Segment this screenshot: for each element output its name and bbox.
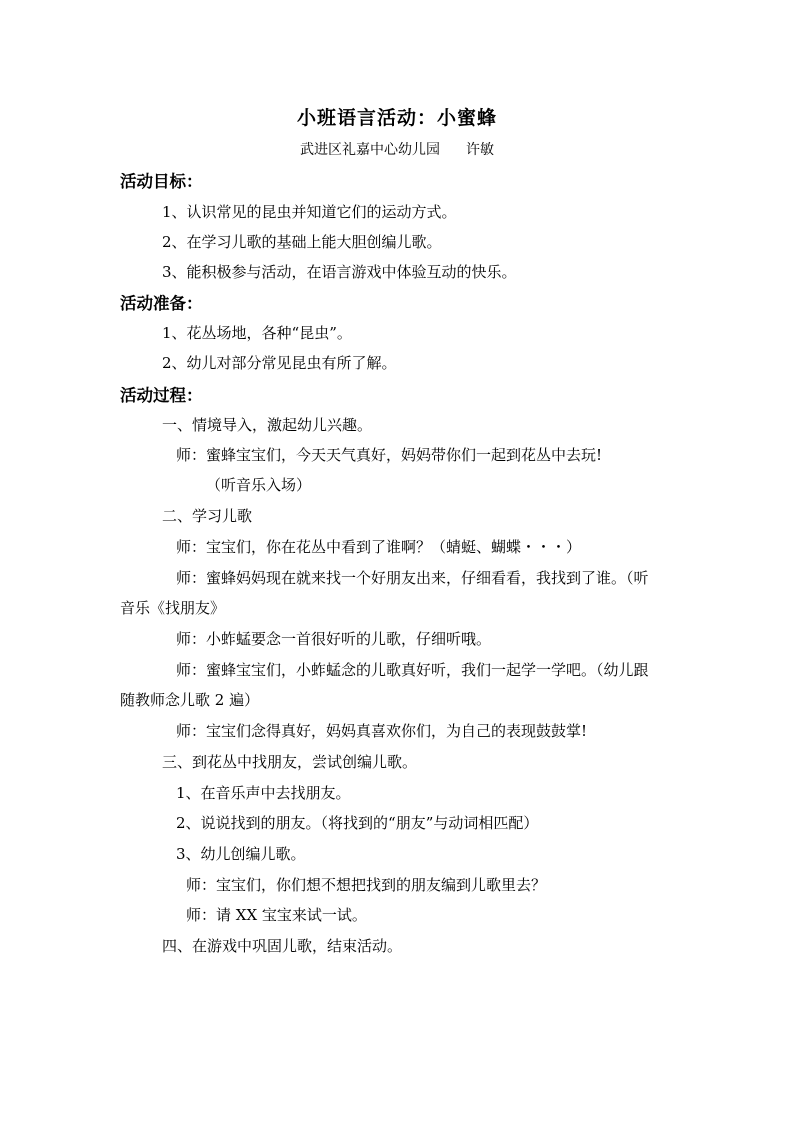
process-line: 音乐《找朋友》 bbox=[120, 599, 226, 617]
prep-heading: 活动准备： bbox=[120, 294, 203, 313]
prep-item: 2、幼儿对部分常见昆虫有所了解。 bbox=[162, 354, 397, 372]
process-line: 师：蜜蜂妈妈现在就来找一个好朋友出来，仔细看看，我找到了谁。（听 bbox=[176, 569, 649, 587]
process-line: （听音乐入场） bbox=[206, 476, 312, 494]
process-step: 三、到花丛中找朋友，尝试创编儿歌。 bbox=[162, 753, 418, 771]
process-step: 一、情境导入，激起幼儿兴趣。 bbox=[162, 416, 373, 434]
page-title: 小班语言活动：小蜜蜂 bbox=[296, 107, 497, 129]
process-line: 师：宝宝们，你在花丛中看到了谁啊？（蜻蜓、蝴蝶・・・） bbox=[176, 538, 582, 556]
prep-item: 1、花丛场地，各种“昆虫”。 bbox=[162, 324, 352, 342]
author-org: 武进区礼嘉中心幼儿园 bbox=[300, 142, 440, 158]
process-heading: 活动过程： bbox=[120, 386, 203, 405]
process-line: 师：请 XX 宝宝来试一试。 bbox=[186, 906, 367, 924]
process-line: 师：宝宝们念得真好，妈妈真喜欢你们，为自己的表现鼓鼓掌! bbox=[176, 722, 588, 740]
process-line: 师：宝宝们，你们想不想把找到的朋友编到儿歌里去？ bbox=[186, 876, 547, 894]
process-line: 随教师念儿歌 2 遍） bbox=[120, 691, 260, 709]
process-step: 二、学习儿歌 bbox=[162, 507, 253, 525]
goals-heading: 活动目标： bbox=[120, 172, 203, 191]
author-line bbox=[0, 139, 794, 159]
process-line: 1、在音乐声中去找朋友。 bbox=[176, 784, 351, 802]
process-line: 师：小蚱蜢要念一首很好听的儿歌，仔细听哦。 bbox=[176, 630, 492, 648]
goal-item: 2、在学习儿歌的基础上能大胆创编儿歌。 bbox=[162, 233, 442, 251]
goal-item: 3、能积极参与活动，在语言游戏中体验互动的快乐。 bbox=[162, 263, 517, 281]
process-line: 师：蜜蜂宝宝们，今天天气真好，妈妈带你们一起到花丛中去玩! bbox=[176, 446, 603, 464]
process-line: 3、幼儿创编儿歌。 bbox=[176, 845, 306, 863]
author-name: 许敏 bbox=[466, 142, 494, 158]
process-line: 2、说说找到的朋友。（将找到的“朋友”与动词相匹配） bbox=[176, 814, 539, 832]
process-line: 师：蜜蜂宝宝们，小蚱蜢念的儿歌真好听，我们一起学一学吧。（幼儿跟 bbox=[176, 661, 649, 679]
goal-item: 1、认识常见的昆虫并知道它们的运动方式。 bbox=[162, 203, 457, 221]
process-step: 四、在游戏中巩固儿歌，结束活动。 bbox=[162, 937, 403, 955]
